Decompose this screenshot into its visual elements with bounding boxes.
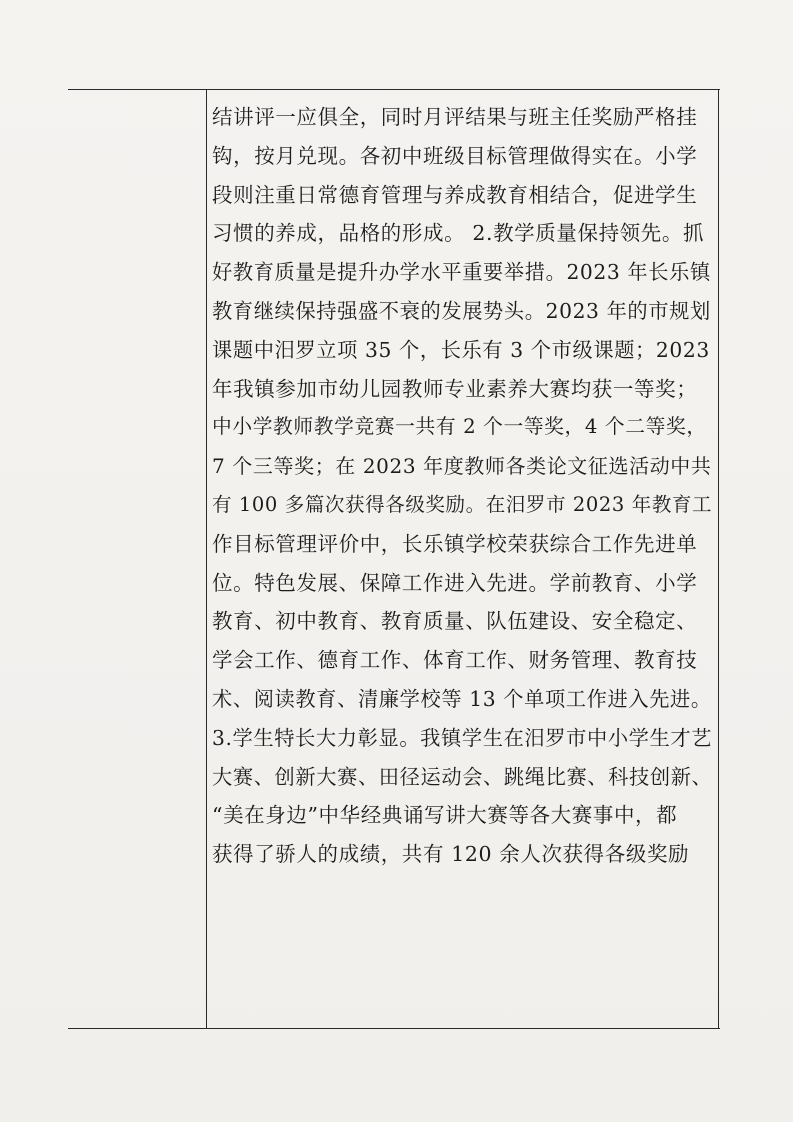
table-label-cell — [70, 92, 204, 1026]
table-right-border — [718, 89, 719, 1029]
text-line: 学会工作、德育工作、体育工作、财务管理、教育技 — [212, 648, 698, 673]
table-bottom-border — [68, 1028, 720, 1029]
text-line: 位。特色发展、保障工作进入先进。学前教育、小学 — [212, 570, 698, 595]
text-line: 中小学教师教学竞赛一共有 2 个一等奖，4 个二等奖， — [212, 415, 707, 439]
text-line: 结讲评一应俱全，同时月评结果与班主任奖励严格挂 — [212, 105, 698, 129]
text-line: “美在身边”中华经典诵写讲大赛等各大赛事中，都 — [212, 803, 678, 828]
table-top-border — [68, 89, 720, 90]
text-line: 课题中汨罗立项 35 个，长乐有 3 个市级课题；2023 — [212, 337, 710, 362]
text-line: 段则注重日常德育管理与养成教育相结合，促进学生 — [212, 182, 698, 207]
text-line: 好教育质量是提升办学水平重要举措。2023 年长乐镇 — [212, 260, 711, 285]
table-column-divider — [206, 89, 207, 1029]
text-line: 获得了骄人的成绩，共有 120 余人次获得各级奖励 — [212, 842, 690, 867]
text-line: 大赛、创新大赛、田径运动会、跳绳比赛、科技创新、 — [212, 764, 713, 789]
text-line: 年我镇参加市幼儿园教师专业素养大赛均获一等奖； — [212, 376, 698, 401]
text-line: 术、阅读教育、清廉学校等 13 个单项工作进入先进。 — [212, 686, 712, 711]
text-line: 3.学生特长大力彰显。我镇学生在汨罗市中小学生才艺 — [212, 725, 713, 750]
text-line: 钩，按月兑现。各初中班级目标管理做得实在。小学 — [212, 143, 698, 168]
text-line: 有 100 多篇次获得各级奖励。在汨罗市 2023 年教育工 — [212, 492, 713, 516]
text-line: 作目标管理评价中，长乐镇学校荣获综合工作先进单 — [212, 531, 698, 556]
text-line: 教育继续保持强盛不衰的发展势头。2023 年的市规划 — [212, 298, 711, 323]
text-line: 教育、初中教育、教育质量、队伍建设、安全稳定、 — [212, 609, 698, 634]
text-line: 习惯的养成，品格的形成。 2.教学质量保持领先。抓 — [212, 221, 705, 246]
table-content-cell — [212, 98, 712, 874]
text-line: 7 个三等奖；在 2023 年度教师各类论文征选活动中共 — [212, 454, 712, 479]
